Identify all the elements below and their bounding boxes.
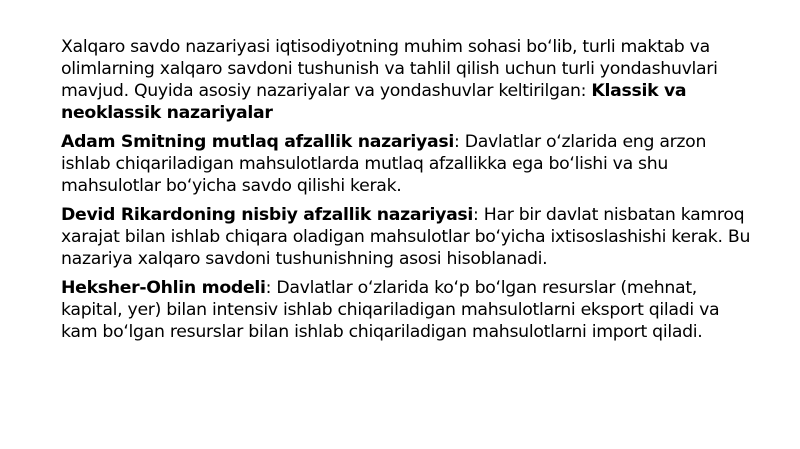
heckscher-ohlin-text: : Davlatlar oʻzlarida koʻp boʻlgan resurslar (mehnat, kapital, yer) bilan intensiv ishlab chiqariladigan mahsulotlarni eksport qiladi va kam boʻlgan resurslar bilan ishlab chiqariladigan mahsulotlarni import qiladi. xyxy=(61,278,720,342)
heckscher-ohlin-paragraph xyxy=(61,277,751,343)
ricardo-paragraph xyxy=(61,204,751,270)
smith-paragraph xyxy=(61,131,751,197)
smith-text: : Davlatlar oʻzlarida eng arzon ishlab chiqariladigan mahsulotlarda mutlaq afzallikka ega boʻlishi va shu mahsulotlar boʻyicha savdo qilishi kerak. xyxy=(61,132,707,196)
ricardo-heading: Devid Rikardoning nisbiy afzallik nazariyasi xyxy=(61,205,474,225)
ricardo-text: : Har bir davlat nisbatan kamroq xarajat bilan ishlab chiqara oladigan mahsulotlar boʻyicha ixtisoslashishi kerak. Bu nazariya xalqaro savdoni tushunishning asosi hisoblanadi. xyxy=(61,205,751,269)
smith-heading: Adam Smitning mutlaq afzallik nazariyasi xyxy=(61,132,454,152)
slide-content xyxy=(61,36,751,350)
intro-heading: Klassik va neoklassik nazariyalar xyxy=(61,81,687,123)
intro-paragraph xyxy=(61,36,751,124)
heckscher-ohlin-heading: Heksher-Ohlin modeli xyxy=(61,278,266,298)
intro-text: Xalqaro savdo nazariyasi iqtisodiyotning muhim sohasi boʻlib, turli maktab va olimlarning xalqaro savdoni tushunish va tahlil qilish uchun turli yondashuvlari mavjud. Quyida asosiy nazariyalar va yondashuvlar keltirilgan: xyxy=(61,37,718,101)
